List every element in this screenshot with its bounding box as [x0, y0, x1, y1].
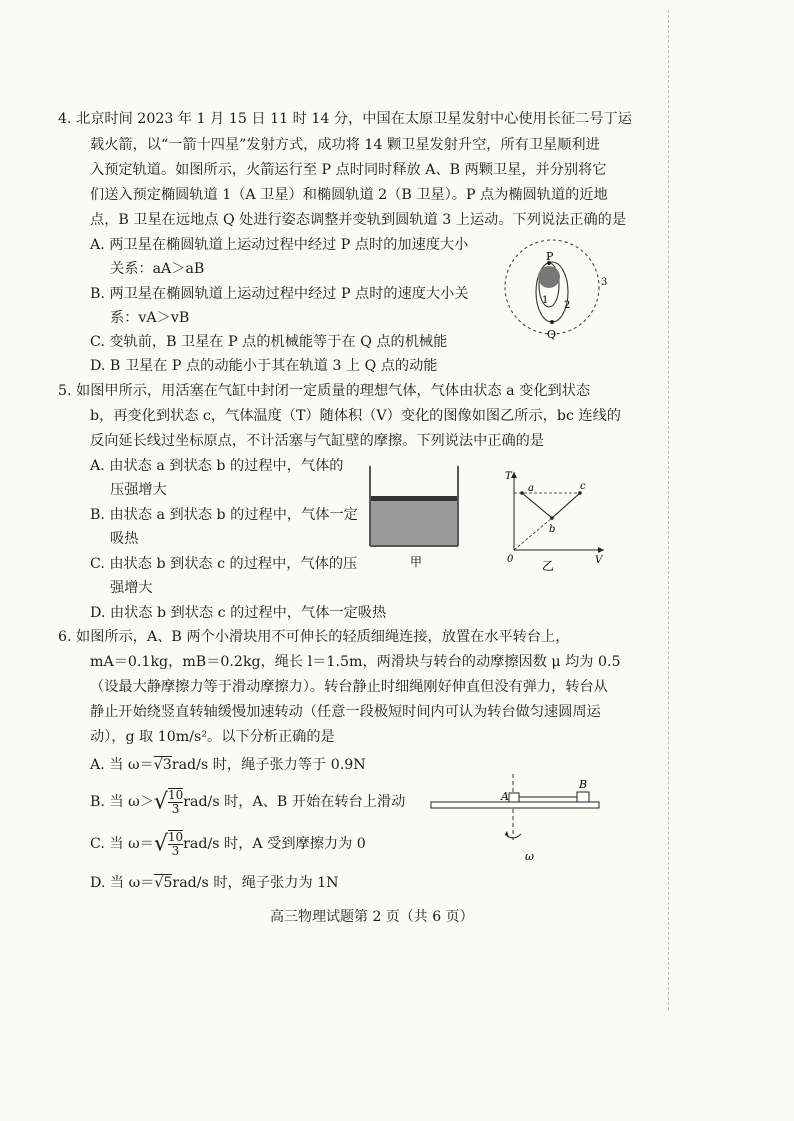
q4-option-a-cont: 关系：aA＞aB — [110, 261, 205, 277]
q4-option-d: D. B 卫星在 P 点的动能小于其在轨道 3 上 Q 点的动能 — [90, 358, 438, 374]
q4-line-4: 们送入预定椭圆轨道 1（A 卫星）和椭圆轨道 2（B 卫星）。P 点为椭圆轨道的近地 — [90, 187, 608, 203]
label-b: B — [579, 778, 588, 791]
q6-line-5: 动），g 取 10m/s²。以下分析正确的是 — [90, 729, 335, 745]
label-yi: 乙 — [542, 559, 555, 573]
q5-option-d: D. 由状态 b 到状态 c 的过程中，气体一定吸热 — [90, 605, 387, 621]
label-a: A — [501, 790, 509, 803]
q4-line-5: 点，B 卫星在远地点 Q 处进行姿态调整并变轨到圆轨道 3 上运动。下列说法正确的是 — [90, 212, 627, 228]
orbit-diagram — [500, 235, 610, 350]
q6-option-c: C. 当 ω＝√ $\frac{10}{3}$ rad/s 时，A 受到摩擦力为 0 — [90, 830, 366, 858]
q5-option-b: B. 由状态 a 到状态 b 的过程中，气体一定 — [90, 507, 358, 523]
q5-line-3: 反向延长线过坐标原点，不计活塞与气缸壁的摩擦。下列说法中正确的是 — [90, 433, 545, 449]
axis-t: T — [505, 471, 512, 482]
origin: 0 — [507, 554, 514, 565]
q4-line-1: 4. 北京时间 2023 年 1 月 15 日 11 时 14 分，中国在太原卫星发射中心使用长征二号丁运 — [58, 111, 632, 127]
block-b — [577, 792, 589, 802]
point-c: c — [580, 481, 586, 492]
q6-line-1: 6. 如图所示，A、B 两个小滑块用不可伸长的轻质细绳连接，放置在水平转台上， — [58, 629, 570, 645]
point-q — [550, 320, 554, 324]
q6-line-4: 静止开始绕竖直转轴缓慢加速转动（任意一段极短时间内可认为转台做匀速圆周运 — [90, 704, 601, 720]
q5-line-2: b，再变化到状态 c，气体温度（T）随体积（V）变化的图像如图乙所示，bc 连线的 — [90, 408, 621, 424]
gas — [371, 501, 457, 545]
block-a — [509, 793, 519, 802]
label-jia: 甲 — [410, 555, 423, 569]
q6-line-3: （设最大静摩擦力等于滑动摩擦力）。转台静止时细绳刚好伸直但没有弹力，转台从 — [90, 679, 608, 695]
piston — [371, 496, 457, 501]
q4-line-2: 载火箭，以“一箭十四星”发射方式，成功将 14 颗卫星发射升空，所有卫星顺利进 — [90, 137, 600, 153]
q5-option-b-cont: 吸热 — [110, 531, 139, 547]
q4-option-c: C. 变轨前，B 卫星在 P 点的机械能等于在 Q 点的机械能 — [90, 334, 448, 350]
q5-option-a: A. 由状态 a 到状态 b 的过程中，气体的 — [90, 458, 344, 474]
binding-margin-line — [668, 10, 669, 1010]
q6-option-d: D. 当 ω＝√5rad/s 时，绳子张力为 1N — [90, 875, 339, 891]
point-a: a — [528, 483, 534, 494]
point-b: b — [549, 524, 556, 535]
q4-line-3: 入预定轨道。如图所示，火箭运行至 P 点时同时释放 A、B 两颗卫星，并分别将它 — [90, 162, 607, 178]
label-q: Q — [547, 328, 557, 341]
label-orbit-3: 3 — [601, 277, 608, 288]
tv-graph — [500, 466, 610, 578]
page-footer: 高三物理试题第 2 页（共 6 页） — [270, 909, 474, 925]
label-orbit-1: 1 — [542, 295, 549, 306]
q6-line-2: mA＝0.1kg，mB＝0.2kg，绳长 l＝1.5m，两滑块与转台的动摩擦因数 μ 均为 0.5 — [90, 654, 621, 670]
label-p: P — [546, 250, 554, 263]
q4-option-a: A. 两卫星在椭圆轨道上运动过程中经过 P 点时的加速度大小 — [90, 237, 469, 253]
q5-option-c: C. 由状态 b 到状态 c 的过程中，气体的压 — [90, 556, 358, 572]
q6-option-b: B. 当 ω＞√ $\frac{10}{3}$ rad/s 时，A、B 开始在转台上滑动 — [90, 788, 406, 816]
label-omega: ω — [525, 850, 534, 863]
q5-option-a-cont: 压强增大 — [110, 482, 167, 498]
label-orbit-2: 2 — [564, 300, 571, 311]
earth — [538, 266, 560, 288]
q5-line-1: 5. 如图甲所示，用活塞在气缸中封闭一定质量的理想气体，气体由状态 a 变化到状态 — [58, 383, 591, 399]
q4-option-b: B. 两卫星在椭圆轨道上运动过程中经过 P 点时的速度大小关 — [90, 286, 469, 302]
axis-v: V — [595, 555, 603, 566]
q4-option-b-cont: 系：vA＞vB — [110, 310, 190, 326]
q5-option-c-cont: 强增大 — [110, 580, 153, 596]
turntable-diagram — [425, 770, 605, 865]
cylinder-diagram — [362, 462, 472, 574]
q6-option-a: A. 当 ω＝√3rad/s 时，绳子张力等于 0.9N — [90, 757, 366, 773]
turntable — [431, 802, 599, 808]
